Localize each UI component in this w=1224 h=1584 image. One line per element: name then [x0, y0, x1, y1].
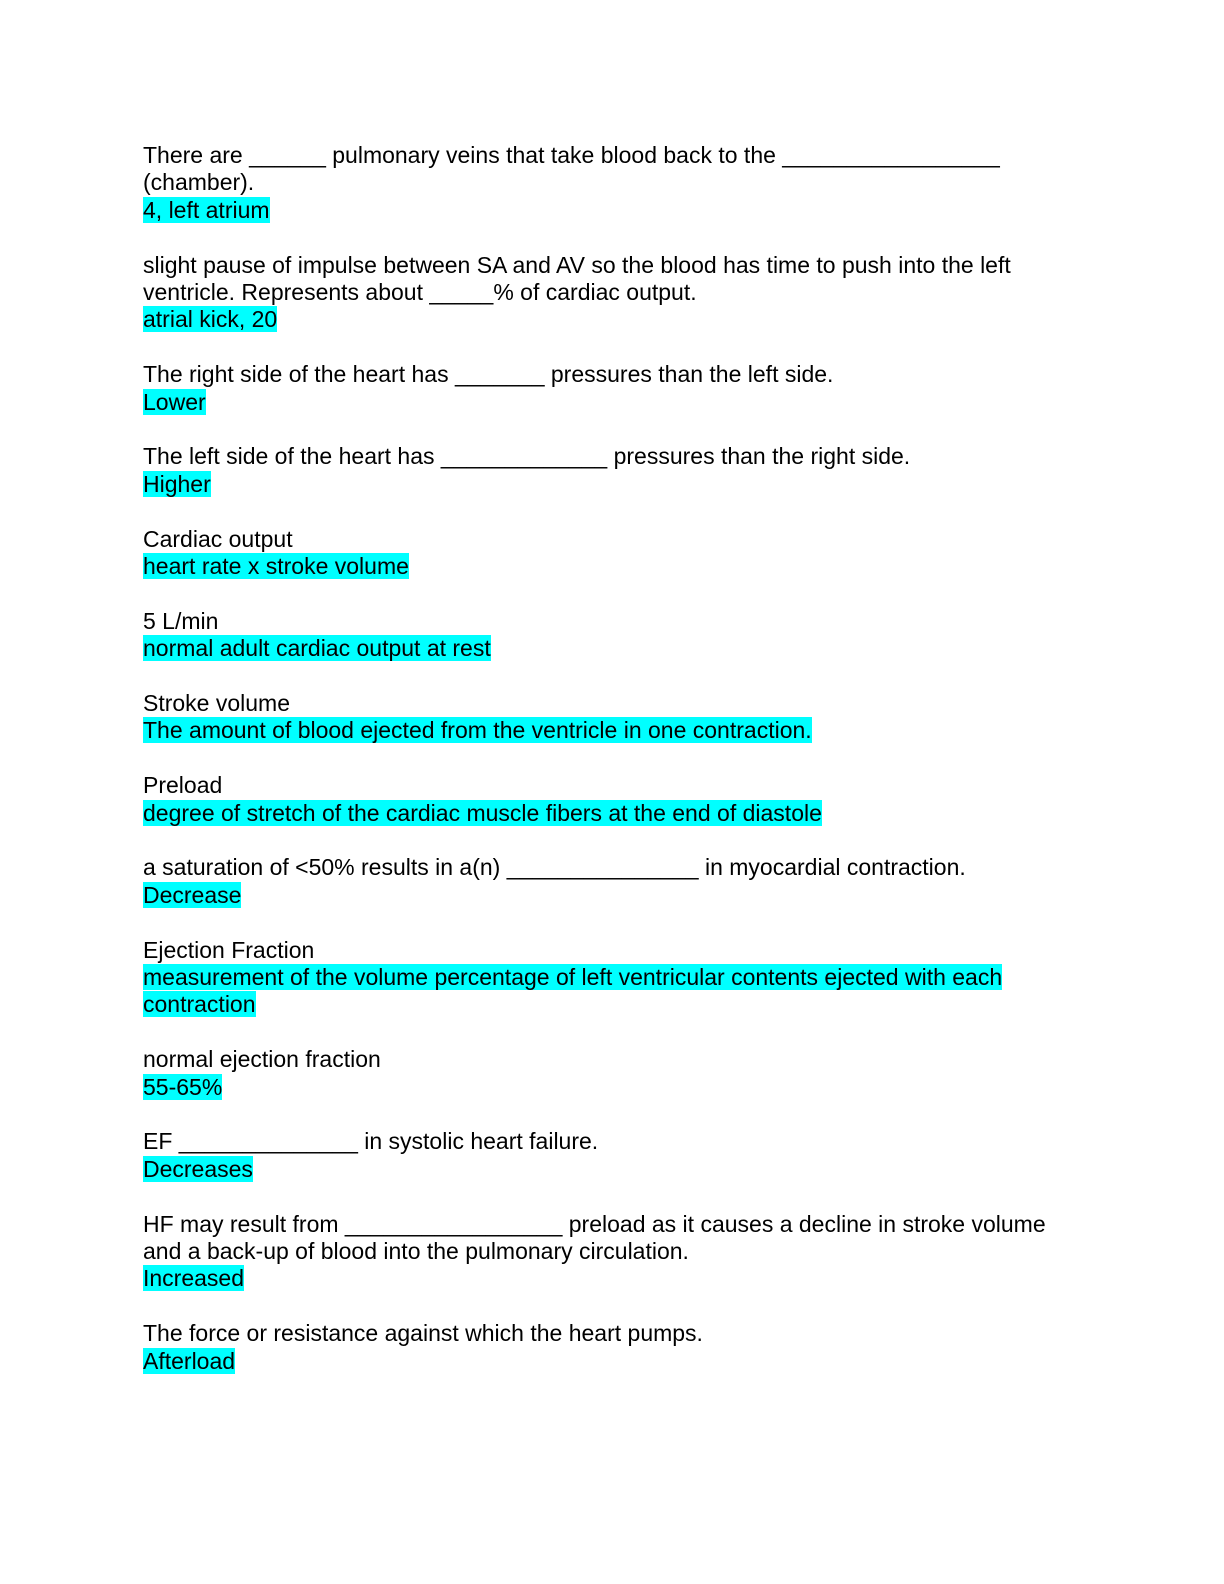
answer-row [143, 1156, 1083, 1183]
answer-highlight: heart rate x stroke volume [143, 553, 409, 580]
answer-highlight: Lower [143, 388, 206, 415]
answer-row [143, 1265, 1083, 1292]
flashcard-1 [143, 142, 1083, 224]
question-text: a saturation of <50% results in a(n) _______________ in myocardial contraction. [143, 854, 966, 881]
flashcard-10 [143, 937, 1083, 1019]
answer-row [143, 964, 1083, 1019]
question-text: The force or resistance against which the heart pumps. [143, 1320, 703, 1347]
answer-highlight: 55-65% [143, 1073, 223, 1100]
question-text: Preload [143, 772, 223, 799]
answer-highlight: Higher [143, 470, 211, 497]
question-text: There are ______ pulmonary veins that take blood back to the _________________ (chamber). [143, 142, 1000, 196]
flashcard-8 [143, 772, 1083, 827]
answer-highlight: Decreases [143, 1155, 253, 1182]
answer-row [143, 1074, 1083, 1101]
answer-row [143, 800, 1083, 827]
answer-highlight: The amount of blood ejected from the ventricle in one contraction. [143, 717, 812, 744]
question-text: slight pause of impulse between SA and AV so the blood has time to push into the left ventricle. Represents about _____% of cardiac output. [143, 251, 1011, 306]
flashcard-12 [143, 1128, 1083, 1183]
answer-row [143, 471, 1083, 498]
flashcard-13 [143, 1211, 1083, 1293]
flashcard-9 [143, 854, 1083, 909]
document-page [143, 142, 1083, 1402]
flashcard-5 [143, 526, 1083, 581]
answer-row [143, 306, 1083, 333]
answer-highlight: 4, left atrium [143, 196, 270, 223]
answer-highlight: measurement of the volume percentage of left ventricular contents ejected with each contraction [143, 964, 1003, 1018]
answer-highlight: Decrease [143, 881, 242, 908]
flashcard-11 [143, 1046, 1083, 1101]
answer-highlight: Afterload [143, 1347, 236, 1374]
question-text: The left side of the heart has _____________ pressures than the right side. [143, 443, 911, 470]
answer-row [143, 197, 1083, 224]
flashcard-7 [143, 690, 1083, 745]
question-text: 5 L/min [143, 607, 219, 634]
answer-row [143, 882, 1083, 909]
answer-row [143, 1348, 1083, 1375]
flashcard-14 [143, 1320, 1083, 1375]
question-text: The right side of the heart has _______ pressures than the left side. [143, 361, 834, 388]
answer-row [143, 553, 1083, 580]
flashcard-2 [143, 252, 1083, 334]
answer-highlight: atrial kick, 20 [143, 306, 278, 333]
flashcard-4 [143, 443, 1083, 498]
answer-row [143, 389, 1083, 416]
answer-highlight: Increased [143, 1265, 245, 1292]
question-text: normal ejection fraction [143, 1046, 381, 1073]
answer-highlight: degree of stretch of the cardiac muscle fibers at the end of diastole [143, 799, 822, 826]
flashcard-6 [143, 608, 1083, 663]
answer-row [143, 635, 1083, 662]
question-text: EF ______________ in systolic heart failure. [143, 1128, 599, 1155]
answer-row [143, 717, 1083, 744]
answer-highlight: normal adult cardiac output at rest [143, 635, 491, 662]
flashcard-3 [143, 361, 1083, 416]
question-text: Stroke volume [143, 690, 291, 717]
question-text: HF may result from _________________ preload as it causes a decline in stroke volume and a back-up of blood into the pulmonary circulation. [143, 1210, 1046, 1265]
question-text: Ejection Fraction [143, 936, 315, 963]
question-text: Cardiac output [143, 525, 293, 552]
